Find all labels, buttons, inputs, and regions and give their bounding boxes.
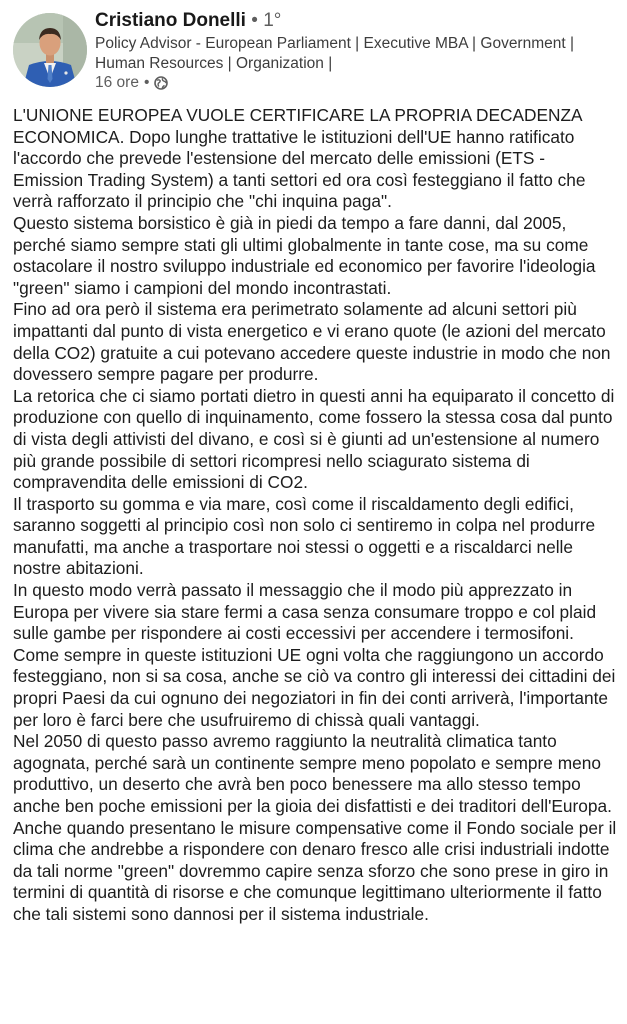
connection-degree: 1° [263,10,282,31]
post-paragraph: Questo sistema borsistico è già in piedi da tempo a fare danni, dal 2005, perché siamo sempre stati gli ultimi globalmente in tante cose, ma su come ostacolare il nostro sviluppo industriale ed economico per favorire l'ideologia "green" siamo i campioni del mondo incontrastati. [13,212,596,298]
post-header [0,0,627,96]
post-paragraph: La retorica che ci siamo portati dietro in questi anni ha equiparato il concetto di produzione con quello di inquinamento, come fossero la stessa cosa dal punto di vista degli attivisti del divano, e così si è giunti ad un'estensione al numero più grande possibile di settori ricompresi nello sciagurato sistema di compravendita delle emissioni di CO2. [13,385,615,493]
degree-separator: • [251,10,258,31]
globe-icon [154,76,168,90]
post-text [13,105,617,926]
author-name[interactable]: Cristiano Donelli [95,10,246,31]
post-paragraph: In questo modo verrà passato il messaggio che il modo più apprezzato in Europa per vivere sia stare fermi a casa senza consumare troppo e col plaid sulle gambe per rispondere ai costi eccessivi per accendere i termosifoni. [13,580,597,644]
post-paragraph: Come sempre in queste istituzioni UE ogni volta che raggiungono un accordo festeggiano, non si sa cosa, anche se ciò va contro gli interessi dei cittadini dei propri Paesi da cui ognuno dei negoziatori in fin dei conti arriverà, l'importante per loro è farci bere che usufruiremo di chissà quali vantaggi. [13,644,616,730]
avatar-photo [13,13,87,87]
post-time: 16 ore [95,74,139,91]
post-paragraph: Nel 2050 di questo passo avremo raggiunto la neutralità climatica tanto agognata, perché sarà un continente sempre meno popolato e sempre meno produttivo, un deserto che avrà ben poco benessere ma allo stesso tempo anche ben poche emissioni per la gioia dei disfattisti e dei traditori dell'Europa. [13,731,612,816]
post-paragraph: Fino ad ora però il sistema era perimetrato solamente ad alcuni settori più impattanti dal punto di vista energetico e vi erano quote (le azioni del mercato della CO2) gratuite a cui potevano accedere queste industrie in modo che non dovessero sempre pagare per produrre. [13,299,611,385]
post-paragraph: Il trasporto su gomma e via mare, così come il riscaldamento degli edifici, saranno soggetti al principio così non solo ci sentiremo in colpa nel produrre manufatti, ma anche a trasportare noi stessi o oggetti e a riscaldarci nelle nostre abitazioni. [13,493,596,579]
post-paragraph: Anche quando presentano le misure compensative come il Fondo sociale per il clima che andrebbe a rispondere con denaro fresco alle crisi industriali indotte da tali norme "green" dovremmo capire senza sforzo che sono prese in giro in termini di quantità di risorse e che comunque legittimano ulteriormente il fatto che tali sistemi sono dannosi per il sistema industriale. [13,817,617,924]
time-separator: • [143,74,150,91]
post-paragraph: L'UNIONE EUROPEA VUOLE CERTIFICARE LA PROPRIA DECADENZA ECONOMICA. Dopo lunghe trattative le istituzioni dell'UE hanno ratificato l'accordo che prevede l'estensione del mercato delle emissioni (ETS - Emission Trading System) a tanti settori ed ora così festeggiano il fatto che verrà rafforzato il principio che "chi inquina paga". [13,105,586,212]
author-headline: Policy Advisor - European Parliament | Executive MBA | Government | Human Resources | Organization | [95,35,575,72]
author-line [95,10,281,32]
avatar[interactable] [13,13,87,87]
post-meta [95,73,168,92]
